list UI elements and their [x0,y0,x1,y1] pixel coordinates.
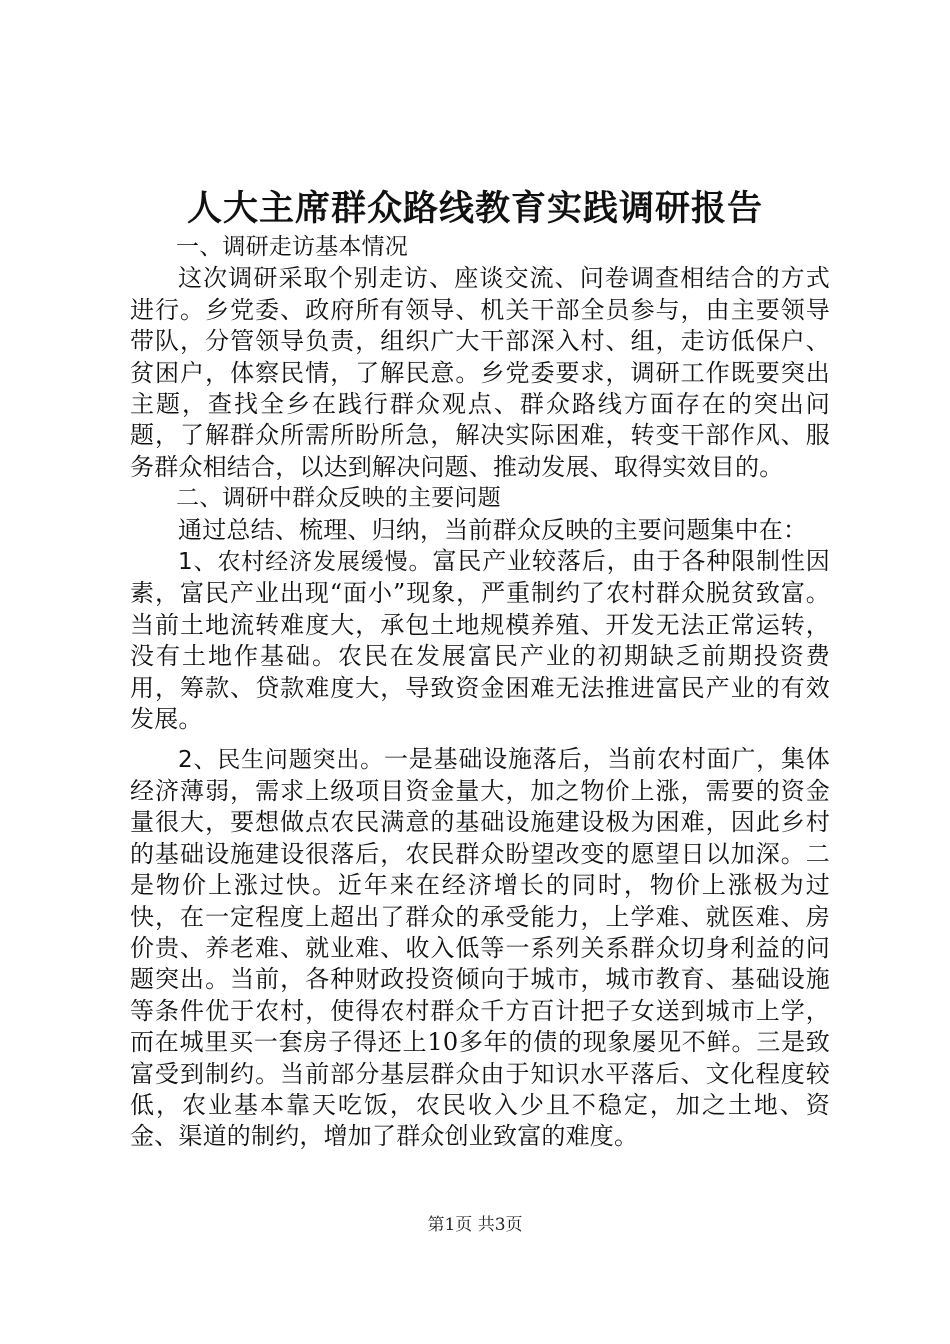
section-heading-2: 二、调研中群众反映的主要问题 [176,485,501,512]
issue-item-2-text: 一是基础设施落后，当前农村面广，集体经济薄弱，需求上级项目资金量大，加之物价上涨，需要的资金量很大，要想做点农民满意的基础设施建设极为困难，因此乡村的基础设施建设很落后，农民群众盼望改变的愿望日以加深。二是物价上涨过快。近年来在经济增长的同时，物价上涨极为过快，在一定程度上超出了群众的承受能力，上学难、就医难、房价贵、养老难、就业难、收入低等一系列关系群众切身利益的问题突出。当前，各种财政投资倾向于城市，城市教育、基础设施等条件优于农村，使得农村群众千方百计把子女送到城市上学，而在城里买一套房子得还上10多年的债的现象屡见不鲜。三是致富受到制约。当前部分基层群众由于知识水平落后、文化程度较低，农业基本靠天吃饭，农民收入少且不稳定，加之土地、资金、渠道的制约，增加了群众创业致富的难度。 [130,744,830,1151]
section-1-paragraph: 这次调研采取个别走访、座谈交流、问卷调查相结合的方式进行。乡党委、政府所有领导、机关干部全员参与，由主要领导带队，分管领导负责，组织广大干部深入村、组，走访低保户、贫困户，体察民情，了解民意。乡党委要求，调研工作既要突出主题，查找全乡在践行群众观点、群众路线方面存在的突出问题，了解群众所需所盼所急，解决实际困难，转变干部作风、服务群众相结合，以达到解决问题、推动发展、取得实效目的。 [130,264,830,481]
section-2-intro: 通过总结、梳理、归纳，当前群众反映的主要问题集中在： [178,515,808,544]
issue-item-1-text: 富民产业较落后，由于各种限制性因素，富民产业出现“面小”现象，严重制约了农村群众脱贫致富。当前土地流转难度大，承包土地规模养殖、开发无法正常运转，没有土地作基础。农民在发展富民产业的初期缺乏前期投资费用，筹款、贷款难度大，导致资金困难无法推进富民产业的有效发展。 [130,547,830,734]
issue-item-1 [130,546,830,735]
section-heading-1: 一、调研走访基本情况 [176,234,408,260]
issue-item-2-lead: 2、民生问题突出。 [178,746,384,773]
page-footer: 第1页 共3页 [427,1215,523,1235]
issue-item-2 [130,744,830,1153]
page-title: 人大主席群众路线教育实践调研报告 [186,188,763,229]
document-body [130,232,830,1153]
issue-item-1-lead: 1、农村经济发展缓慢。 [178,549,433,576]
